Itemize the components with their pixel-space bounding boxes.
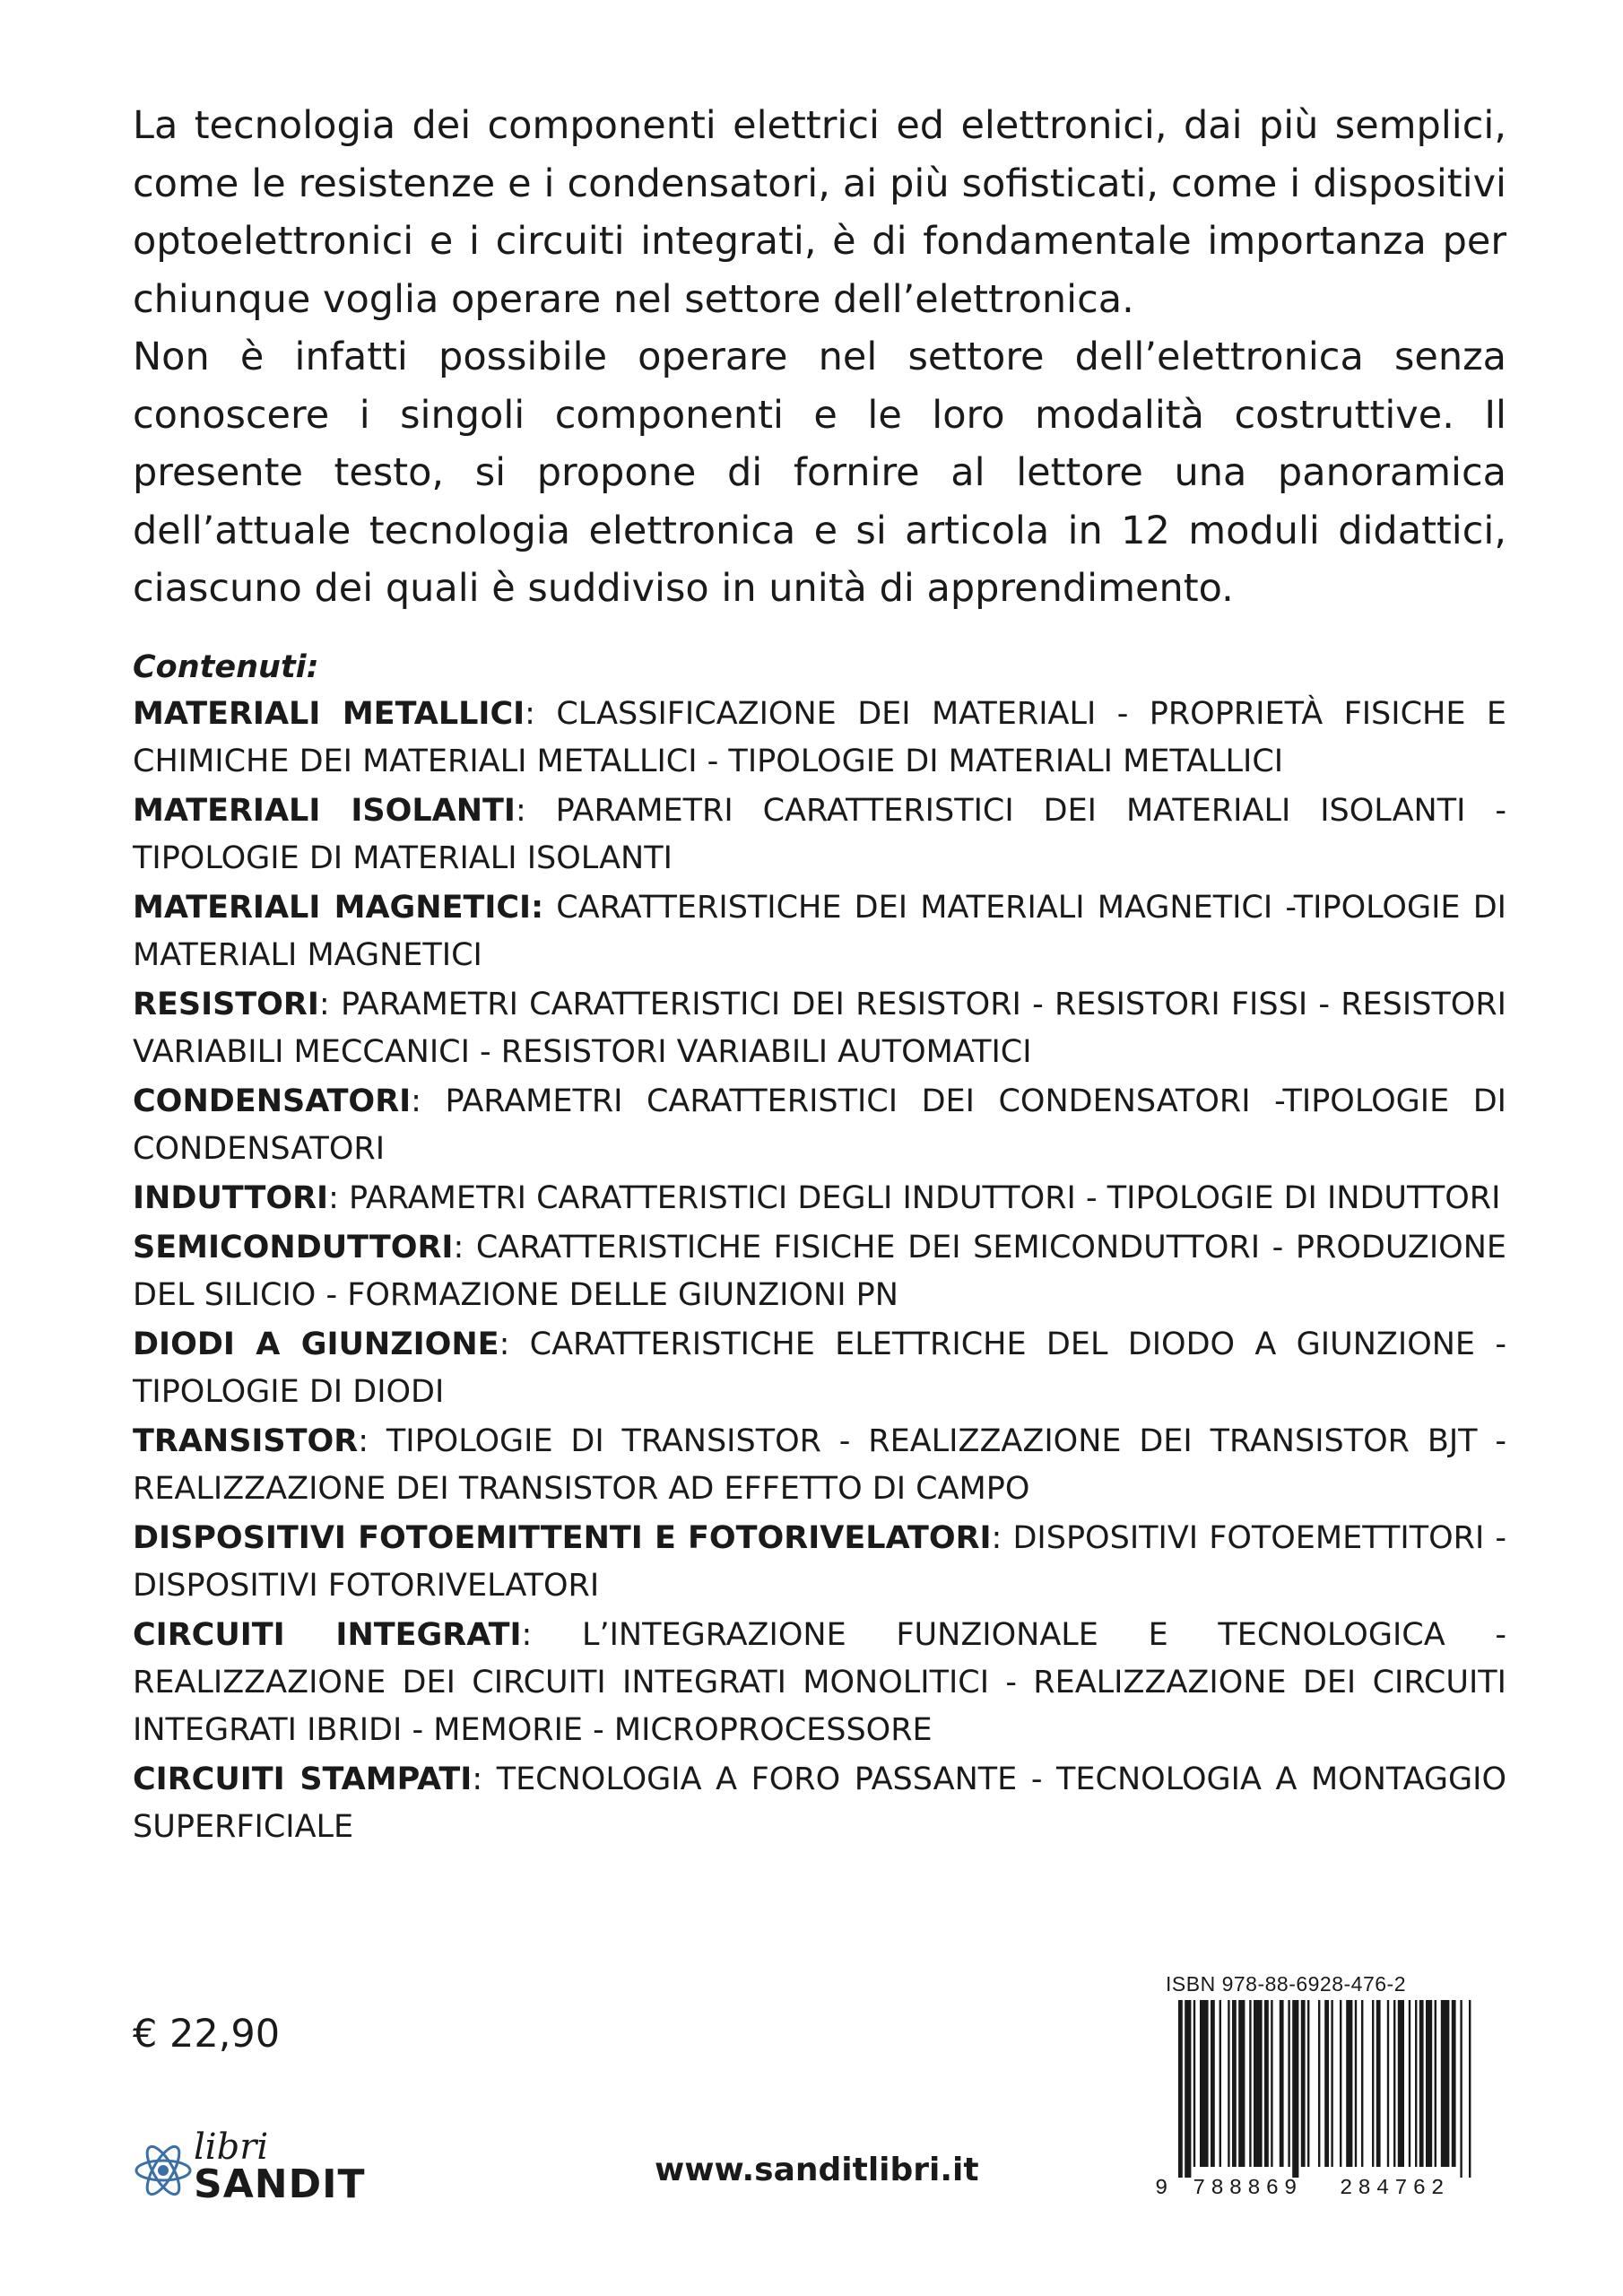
barcode-bar	[1324, 2000, 1329, 2167]
contents-entry-description: L’INTEGRAZIONE FUNZIONALE E TECNOLOGICA - REALIZZAZIONE DEI CIRCUITI INTEGRATI MONOLITICI - REALIZZAZIONE DEI CIRCUITI INTEGRATI IBRIDI - MEMORIE - MICROPROCESSORE	[133, 1617, 1506, 1748]
barcode-bar	[1232, 2000, 1237, 2167]
contents-entry-separator: :	[472, 1761, 497, 1797]
contents-entry-title: MATERIALI ISOLANTI	[133, 793, 516, 829]
contents-entry	[133, 787, 1506, 883]
contents-entry	[133, 1756, 1506, 1851]
barcode-bar	[1238, 2000, 1245, 2167]
contents-entry-separator: :	[453, 1230, 476, 1265]
contents-entry	[133, 1418, 1506, 1513]
barcode-bars	[1178, 2000, 1471, 2178]
price: € 22,90	[133, 2012, 281, 2057]
contents-entry-separator: :	[411, 1083, 446, 1119]
barcode-bar	[1393, 2000, 1395, 2167]
barcode-bar	[1415, 2000, 1417, 2167]
barcode-bar	[1452, 2000, 1456, 2167]
barcode-bar	[1228, 2000, 1229, 2167]
contents-entry-description: PARAMETRI CARATTERISTICI DEGLI INDUTTORI - TIPOLOGIE DI INDUTTORI	[349, 1180, 1501, 1216]
contents-entry-separator	[543, 890, 556, 926]
contents-entry-separator: :	[318, 987, 341, 1022]
barcode-bar	[1318, 2000, 1320, 2167]
contents-entry-separator: :	[525, 696, 557, 732]
description-paragraph-1: La tecnologia dei componenti elettrici ed elettronici, dai più semplici, come le resistenze e i condensatori, ai più sofisticati, come i dispositivi optoelettronici e i circuiti integrati, è di fondamentale importanza per chiunque voglia operare nel settore dell’elettronica.	[133, 103, 1506, 322]
contents-entry	[133, 981, 1506, 1076]
contents-entry-title: DIODI A GIUNZIONE	[133, 1326, 499, 1362]
contents-entry	[133, 691, 1506, 786]
barcode-bar	[1178, 2000, 1183, 2178]
contents-entry-separator: :	[515, 793, 556, 829]
barcode-bar	[1280, 2000, 1284, 2167]
contents-heading: Contenuti:	[133, 649, 319, 685]
publisher-website: www.sanditlibri.it	[655, 2152, 979, 2188]
contents-entry-title: TRANSISTOR	[133, 1423, 359, 1459]
contents-entry-description: PARAMETRI CARATTERISTICI DEI RESISTORI - RESISTORI FISSI - RESISTORI VARIABILI MECCANICI - RESISTORI VARIABILI AUTOMATICI	[133, 987, 1506, 1070]
barcode-bar	[1441, 2000, 1450, 2167]
barcode-bar	[1301, 2000, 1306, 2167]
contents-entry-description: CLASSIFICAZIONE DEI MATERIALI - PROPRIETÀ FISICHE E CHIMICHE DEI MATERIALI METALLICI - TIPOLOGIE DI MATERIALI METALLICI	[133, 696, 1506, 779]
barcode-bar	[1469, 2000, 1471, 2178]
barcode-bar	[1288, 2000, 1289, 2167]
barcode-bar	[1271, 2000, 1272, 2167]
barcode-bar	[1372, 2000, 1374, 2167]
contents-entry-separator: :	[521, 1617, 582, 1653]
contents-entry-title: CIRCUITI STAMPATI	[133, 1761, 473, 1797]
contents-entry	[133, 1175, 1506, 1222]
contents-entry	[133, 1078, 1506, 1173]
barcode-bar	[1361, 2000, 1363, 2167]
isbn-label: ISBN 978-88-6928-476-2	[1166, 1972, 1406, 1996]
publisher-logo	[131, 2126, 366, 2229]
logo-sandit-text: SANDIT	[194, 2161, 366, 2207]
barcode-bar	[1340, 2000, 1341, 2167]
barcode-bar	[1211, 2000, 1215, 2167]
contents-entry-separator: :	[499, 1326, 530, 1362]
logo-libri-text: libri	[194, 2126, 269, 2168]
contents-entry	[133, 1515, 1506, 1610]
contents-entry-separator: :	[328, 1180, 349, 1216]
barcode-bar	[1435, 2000, 1436, 2167]
barcode-bar	[1426, 2000, 1432, 2167]
barcode-bar	[1219, 2000, 1221, 2167]
barcode	[1155, 2000, 1480, 2199]
barcode-bar	[1200, 2000, 1209, 2167]
contents-entry-title: CIRCUITI INTEGRATI	[133, 1617, 522, 1653]
barcode-bar	[1409, 2000, 1410, 2167]
barcode-bar	[1346, 2000, 1352, 2167]
contents-entry-title: MATERIALI MAGNETICI:	[133, 890, 544, 926]
atom-icon	[131, 2138, 195, 2203]
contents-entry-title: MATERIALI METALLICI	[133, 696, 525, 732]
barcode-bar	[1398, 2000, 1404, 2167]
contents-entry-title: CONDENSATORI	[133, 1083, 412, 1119]
contents-entry	[133, 884, 1506, 979]
barcode-bar	[1264, 2000, 1269, 2167]
contents-entry-description: CARATTERISTICHE DEI MATERIALI MAGNETICI -TIPOLOGIE DI MATERIALI MAGNETICI	[133, 890, 1506, 973]
barcode-bar	[1331, 2000, 1332, 2167]
barcode-bar	[1307, 2000, 1309, 2167]
barcode-right-digits: 284762	[1340, 2177, 1450, 2199]
barcode-bar	[1254, 2000, 1263, 2167]
contents-entry-description: CARATTERISTICHE FISICHE DEI SEMICONDUTTORI - PRODUZIONE DEL SILICIO - FORMAZIONE DELLE GIUNZIONI PN	[133, 1230, 1506, 1313]
barcode-bar	[1249, 2000, 1251, 2167]
barcode-bar	[1355, 2000, 1357, 2167]
contents-entry-title: SEMICONDUTTORI	[133, 1230, 454, 1265]
barcode-bar	[1419, 2000, 1424, 2167]
description-text	[133, 97, 1506, 618]
contents-entry-description: TECNOLOGIA A FORO PASSANTE - TECNOLOGIA A MONTAGGIO SUPERFICIALE	[133, 1761, 1507, 1845]
contents-entry	[133, 1612, 1506, 1754]
contents-entry-description: CARATTERISTICHE ELETTRICHE DEL DIODO A GIUNZIONE - TIPOLOGIE DI DIODI	[133, 1326, 1506, 1410]
contents-entry	[133, 1321, 1506, 1416]
contents-entry-title: RESISTORI	[133, 987, 319, 1022]
description-paragraph-2: Non è infatti possibile operare nel settore dell’elettronica senza conoscere i singoli componenti e le loro modalità costruttive. Il presente testo, si propone di fornire al lettore una panoramica dell’attuale tecnologia elettronica e si articola in 12 moduli didattici, ciascuno dei quali è suddiviso in unità di apprendimento.	[133, 335, 1506, 611]
barcode-bar	[1185, 2000, 1191, 2178]
contents-entry-separator: :	[358, 1423, 386, 1459]
contents-entry-description: PARAMETRI CARATTERISTICI DEI MATERIALI ISOLANTI - TIPOLOGIE DI MATERIALI ISOLANTI	[133, 793, 1506, 876]
contents-entry-description: TIPOLOGIE DI TRANSISTOR - REALIZZAZIONE DEI TRANSISTOR BJT - REALIZZAZIONE DEI TRANSISTOR AD EFFETTO DI CAMPO	[133, 1423, 1507, 1507]
barcode-bar	[1292, 2000, 1298, 2178]
barcode-bar	[1387, 2000, 1389, 2167]
barcode-bar	[1376, 2000, 1381, 2167]
contents-entry-separator: :	[991, 1520, 1013, 1556]
contents-list	[133, 691, 1506, 1853]
contents-entry-description: DISPOSITIVI FOTOEMETTITORI - DISPOSITIVI FOTORIVELATORI	[133, 1520, 1507, 1604]
contents-entry-title: DISPOSITIVI FOTOEMITTENTI E FOTORIVELATORI	[133, 1520, 992, 1556]
barcode-bar	[1460, 2000, 1462, 2178]
contents-entry-title: INDUTTORI	[133, 1180, 329, 1216]
contents-entry-description: PARAMETRI CARATTERISTICI DEI CONDENSATORI -TIPOLOGIE DI CONDENSATORI	[133, 1083, 1506, 1167]
contents-entry	[133, 1224, 1506, 1319]
barcode-left-digits: 788869	[1193, 2177, 1303, 2199]
barcode-bar	[1193, 2000, 1195, 2167]
barcode-first-digit: 9	[1155, 2177, 1168, 2199]
